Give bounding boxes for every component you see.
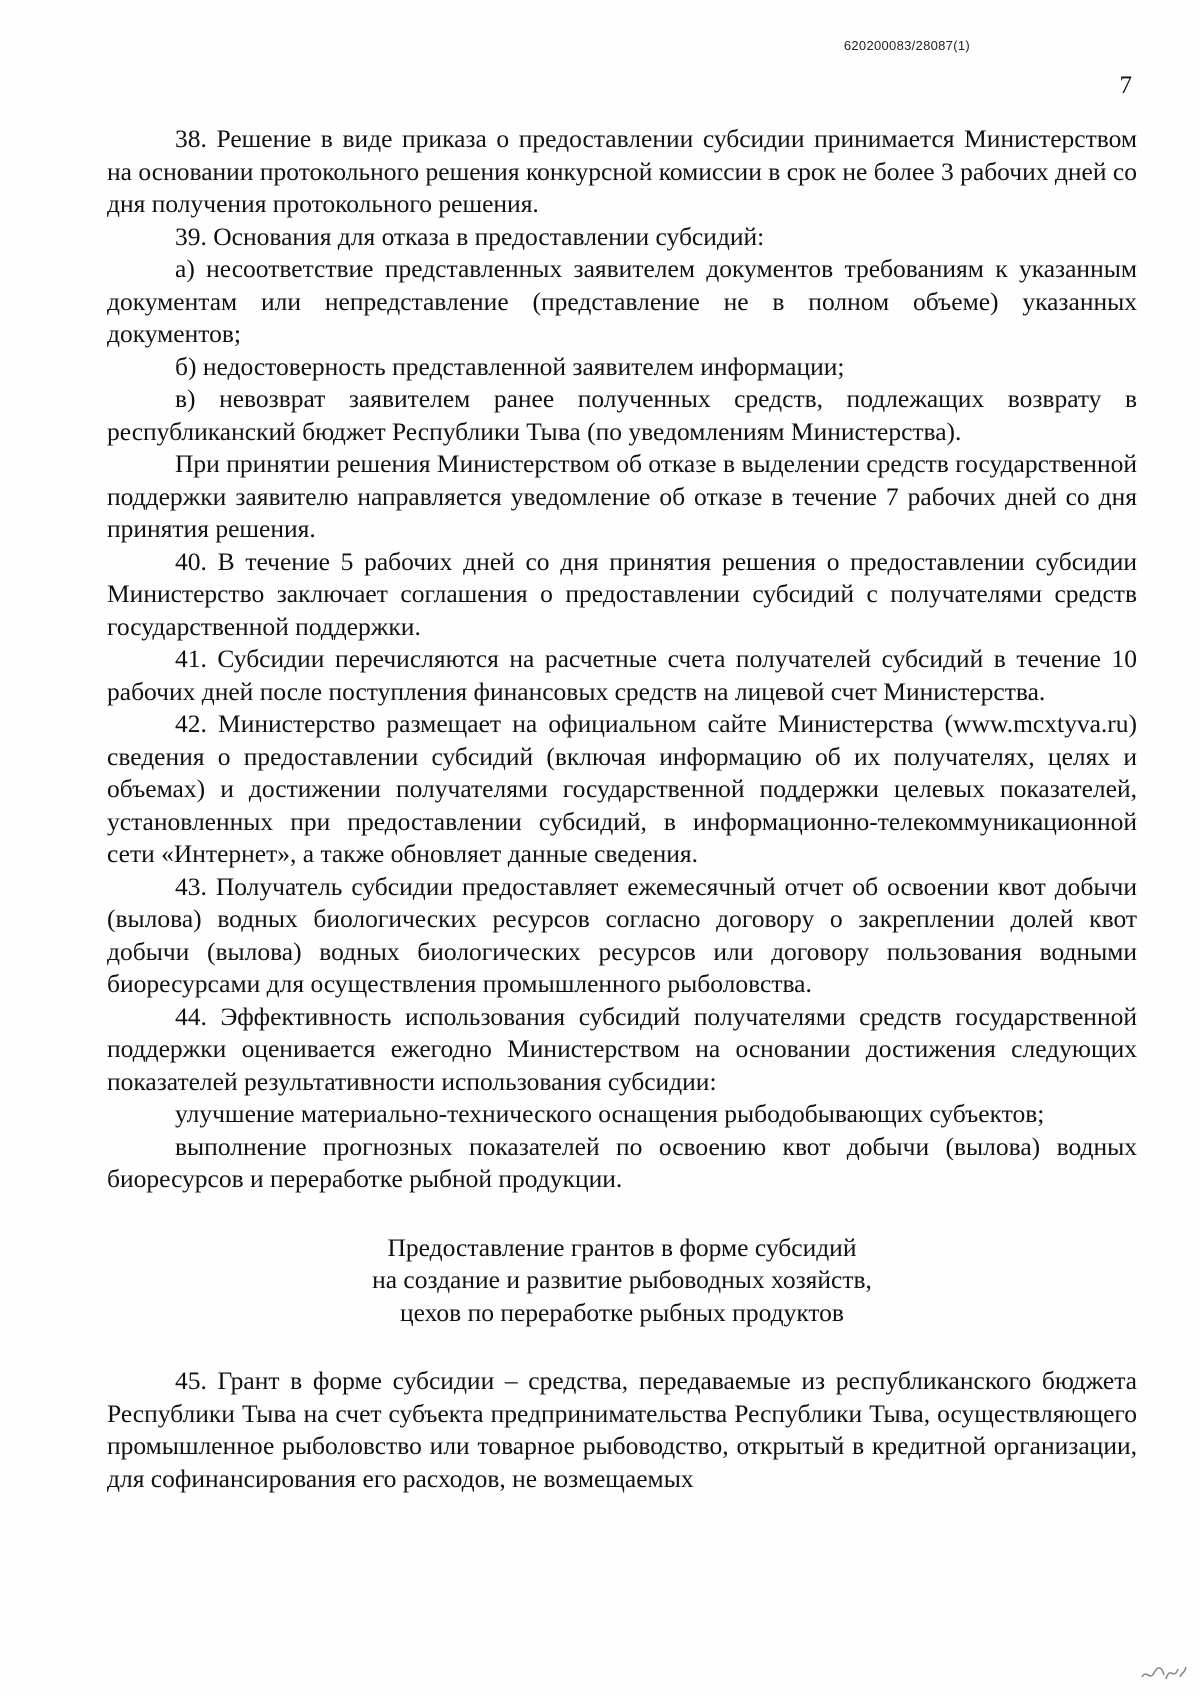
section-title [107, 1232, 1137, 1330]
paragraph-45: 45. Грант в форме субсидии – средства, передаваемые из республиканского бюджета Республики Тыва на счет субъекта предпринимательства Республики Тыва, осуществляющего промышленное рыболовство или товарное рыбоводство, открытый в кредитной организации, для софинансирования его расходов, не возмещаемых [107, 1366, 1137, 1493]
paragraph-43: 43. Получатель субсидии предоставляет ежемесячный отчет об освоении квот добычи (вылова) водных биологических ресурсов согласно договору о закреплении долей квот добычи (вылова) водных биологических ресурсов или договору пользования водными биоресурсами для осуществления промышленного рыболовства. [107, 871, 1137, 998]
paragraph-39: 39. Основания для отказа в предоставлении субсидий: [175, 221, 765, 251]
paragraph-44-item-2: выполнение прогнозных показателей по освоению квот добычи (вылова) водных биоресурсов и переработке рыбной продукции. [107, 1131, 1137, 1193]
section-title-line-1: Предоставление грантов в форме субсидий [387, 1232, 857, 1262]
paragraph-41: 41. Субсидии перечисляются на расчетные счета получателей субсидий в течение 10 рабочих дней после поступления финансовых средств на лицевой счет Министерства. [107, 644, 1137, 706]
paragraph-39c: в) невозврат заявителем ранее полученных средств, подлежащих возврату в республиканский бюджет Республики Тыва (по уведомлениям Министерства). [107, 384, 1137, 446]
page-number: 7 [1119, 72, 1132, 99]
paragraph-39b: б) недостоверность представленной заявителем информации; [175, 351, 845, 381]
document-body [107, 123, 1137, 1495]
paragraph-44: 44. Эффективность использования субсидий получателями средств государственной поддержки оценивается ежегодно Министерством на основании достижения следующих показателей результативности использования субсидии: [107, 1001, 1137, 1096]
paragraph-38: 38. Решение в виде приказа о предоставлении субсидии принимается Министерством на основании протокольного решения конкурсной комиссии в срок не более 3 рабочих дней со дня получения протокольного решения. [107, 124, 1137, 218]
section-title-line-3: цехов по переработке рыбных продуктов [400, 1297, 844, 1327]
paragraph-40: 40. В течение 5 рабочих дней со дня принятия решения о предоставлении субсидии Министерство заключает соглашения о предоставлении субсидий с получателями средств государственной поддержки. [107, 546, 1137, 641]
paragraph-refusal-notice: При принятии решения Министерством об отказе в выделении средств государственной поддержки заявителю направляется уведомление об отказе в течение 7 рабочих дней со дня принятия решения. [107, 449, 1137, 543]
paragraph-39a: а) несоответствие представленных заявителем документов требованиям к указанным документам или непредставление (представление не в полном объеме) указанных документов; [107, 254, 1137, 348]
section-title-line-2: на создание и развитие рыбоводных хозяйств, [372, 1265, 872, 1294]
paragraph-44-item-1: улучшение материально-технического оснащения рыбодобывающих субъектов; [175, 1099, 1045, 1128]
document-code: 620200083/28087(1) [843, 38, 970, 53]
handwritten-mark-icon [1138, 1659, 1188, 1685]
paragraph-42: 42. Министерство размещает на официальном сайте Министерства (www.mcxtyva.ru) сведения о предоставлении субсидий (включая информацию об их получателях, целях и объемах) и достижении получателями государственной поддержки целевых показателей, установленных при предоставлении субсидий, в информационно-телекоммуникационной сети «Интернет», а также обновляет данные сведения. [107, 709, 1137, 868]
